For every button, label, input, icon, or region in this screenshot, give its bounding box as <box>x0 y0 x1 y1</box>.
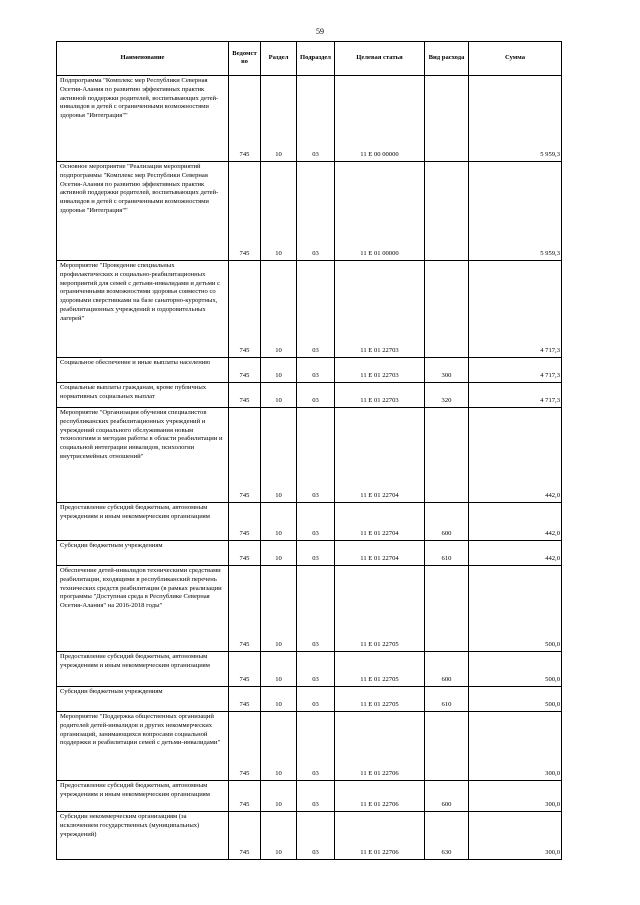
table-row <box>57 781 562 812</box>
cell-expense-type <box>425 76 469 162</box>
cell-target: 11 Е 01 22705 <box>335 687 425 712</box>
cell-name: Социальное обеспечение и иные выплаты населению <box>57 358 229 383</box>
table-row <box>57 383 562 408</box>
cell-sum: 442,0 <box>469 541 562 566</box>
cell-target: 11 Е 01 22704 <box>335 541 425 566</box>
cell-name: Предоставление субсидий бюджетным, автономным учреждениям и иным некоммерческим организациям <box>57 781 229 812</box>
cell-dept: 745 <box>229 687 261 712</box>
cell-subsection: 03 <box>297 383 335 408</box>
cell-subsection: 03 <box>297 76 335 162</box>
cell-expense-type: 300 <box>425 358 469 383</box>
cell-sum: 4 717,3 <box>469 261 562 358</box>
cell-section: 10 <box>261 812 297 860</box>
table-row <box>57 652 562 687</box>
cell-dept: 745 <box>229 652 261 687</box>
cell-target: 11 Е 01 22705 <box>335 652 425 687</box>
cell-name: Предоставление субсидий бюджетным, автономным учреждениям и иным некоммерческим организациям <box>57 503 229 541</box>
cell-name: Мероприятие "Проведение специальных профилактических и социально-реабилитационных мероприятий для семей с детьми-инвалидами и детьми с ограниченными возможностями здоровья совместно со здоровыми сверстниками на базе санаторно-курортных, реабилитационных учреждений и оздоровительных лагерей" <box>57 261 229 358</box>
cell-section: 10 <box>261 541 297 566</box>
cell-expense-type: 320 <box>425 383 469 408</box>
header-subsection: Подраздел <box>297 42 335 76</box>
cell-dept: 745 <box>229 781 261 812</box>
cell-name: Мероприятие "Организация обучения специалистов республиканских реабилитационных учреждений и учреждений социального обслуживания новым технологиям и методам работы в области реабилитации и социальной интеграции инвалидов, психологии внутрисемейных отношений" <box>57 408 229 503</box>
cell-target: 11 Е 01 22703 <box>335 383 425 408</box>
cell-target: 11 Е 01 22703 <box>335 358 425 383</box>
cell-sum: 300,0 <box>469 812 562 860</box>
cell-section: 10 <box>261 712 297 781</box>
cell-dept: 745 <box>229 261 261 358</box>
table-row <box>57 712 562 781</box>
cell-section: 10 <box>261 358 297 383</box>
header-expense-type: Вид расхода <box>425 42 469 76</box>
cell-section: 10 <box>261 652 297 687</box>
cell-dept: 745 <box>229 383 261 408</box>
cell-expense-type <box>425 566 469 652</box>
cell-section: 10 <box>261 408 297 503</box>
cell-section: 10 <box>261 781 297 812</box>
cell-dept: 745 <box>229 712 261 781</box>
cell-target: 11 Е 01 22703 <box>335 261 425 358</box>
table-row <box>57 76 562 162</box>
cell-target: 11 Е 01 00000 <box>335 162 425 261</box>
cell-expense-type: 600 <box>425 781 469 812</box>
cell-dept: 745 <box>229 408 261 503</box>
header-target: Целевая статья <box>335 42 425 76</box>
cell-section: 10 <box>261 383 297 408</box>
table-row <box>57 408 562 503</box>
cell-dept: 745 <box>229 541 261 566</box>
cell-expense-type: 610 <box>425 541 469 566</box>
cell-subsection: 03 <box>297 566 335 652</box>
cell-subsection: 03 <box>297 261 335 358</box>
cell-sum: 442,0 <box>469 503 562 541</box>
cell-sum: 5 959,3 <box>469 162 562 261</box>
cell-sum: 5 959,3 <box>469 76 562 162</box>
cell-target: 11 Е 01 22704 <box>335 408 425 503</box>
table-row <box>57 503 562 541</box>
cell-subsection: 03 <box>297 358 335 383</box>
cell-sum: 300,0 <box>469 712 562 781</box>
cell-name: Предоставление субсидий бюджетным, автономным учреждениям и иным некоммерческим организациям <box>57 652 229 687</box>
cell-subsection: 03 <box>297 162 335 261</box>
cell-subsection: 03 <box>297 503 335 541</box>
cell-name: Субсидии некоммерческим организациям (за исключением государственных (муниципальных) учреждений) <box>57 812 229 860</box>
cell-sum: 300,0 <box>469 781 562 812</box>
cell-target: 11 Е 01 22704 <box>335 503 425 541</box>
table-row <box>57 687 562 712</box>
cell-name: Субсидии бюджетным учреждениям <box>57 687 229 712</box>
cell-name: Субсидии бюджетным учреждениям <box>57 541 229 566</box>
cell-target: 11 Е 01 22706 <box>335 812 425 860</box>
page-number: 59 <box>316 27 324 36</box>
cell-sum: 500,0 <box>469 652 562 687</box>
cell-target: 11 Е 01 22705 <box>335 566 425 652</box>
cell-expense-type <box>425 712 469 781</box>
cell-subsection: 03 <box>297 781 335 812</box>
cell-expense-type: 600 <box>425 503 469 541</box>
cell-dept: 745 <box>229 812 261 860</box>
cell-subsection: 03 <box>297 687 335 712</box>
budget-table <box>56 41 562 860</box>
table-row <box>57 812 562 860</box>
header-dept: Ведомство <box>229 42 261 76</box>
table-row <box>57 261 562 358</box>
cell-name: Подпрограмма "Комплекс мер Республики Северная Осетия-Алания по развитию эффективных практик активной поддержки родителей, воспитывающих детей-инвалидов и детей с ограниченными возможностями здоровья "Интеграция"" <box>57 76 229 162</box>
table-row <box>57 541 562 566</box>
header-section: Раздел <box>261 42 297 76</box>
cell-expense-type <box>425 408 469 503</box>
cell-target: 11 Е 01 22706 <box>335 712 425 781</box>
table-row <box>57 566 562 652</box>
cell-sum: 500,0 <box>469 687 562 712</box>
cell-expense-type <box>425 162 469 261</box>
cell-section: 10 <box>261 261 297 358</box>
cell-sum: 442,0 <box>469 408 562 503</box>
cell-target: 11 Е 01 22706 <box>335 781 425 812</box>
cell-subsection: 03 <box>297 712 335 781</box>
header-row <box>57 42 562 76</box>
cell-target: 11 Е 00 00000 <box>335 76 425 162</box>
cell-subsection: 03 <box>297 408 335 503</box>
cell-section: 10 <box>261 687 297 712</box>
cell-subsection: 03 <box>297 812 335 860</box>
cell-expense-type: 630 <box>425 812 469 860</box>
table-body <box>57 76 562 860</box>
header-name: Наименование <box>57 42 229 76</box>
cell-section: 10 <box>261 503 297 541</box>
cell-dept: 745 <box>229 76 261 162</box>
cell-dept: 745 <box>229 503 261 541</box>
cell-subsection: 03 <box>297 541 335 566</box>
table-row <box>57 162 562 261</box>
cell-subsection: 03 <box>297 652 335 687</box>
cell-sum: 4 717,3 <box>469 358 562 383</box>
cell-section: 10 <box>261 566 297 652</box>
cell-dept: 745 <box>229 162 261 261</box>
cell-sum: 500,0 <box>469 566 562 652</box>
cell-expense-type: 600 <box>425 652 469 687</box>
cell-sum: 4 717,3 <box>469 383 562 408</box>
table-row <box>57 358 562 383</box>
header-sum: Сумма <box>469 42 562 76</box>
cell-dept: 745 <box>229 566 261 652</box>
cell-name: Основное мероприятие "Реализация мероприятий подпрограммы "Комплекс мер Республики Северная Осетия-Алания по развитию эффективных практик активной поддержки родителей, воспитывающих детей-инвалидов и детей с ограниченными возможностями здоровья "Интеграция"" <box>57 162 229 261</box>
cell-section: 10 <box>261 162 297 261</box>
cell-name: Мероприятие "Поддержка общественных организаций родителей детей-инвалидов и других некоммерческих организаций, занимающихся вопросами социальной поддержки и реабилитации семей с детьми-инвалидами" <box>57 712 229 781</box>
cell-name: Социальные выплаты гражданам, кроме публичных нормативных социальных выплат <box>57 383 229 408</box>
cell-expense-type <box>425 261 469 358</box>
cell-name: Обеспечение детей-инвалидов техническими средствами реабилитации, входящими в республиканский перечень технических средств реабилитации (в рамках реализации программы "Доступная среда в Республике Северная Осетия-Алания" на 2016-2018 годы" <box>57 566 229 652</box>
cell-dept: 745 <box>229 358 261 383</box>
cell-section: 10 <box>261 76 297 162</box>
cell-expense-type: 610 <box>425 687 469 712</box>
